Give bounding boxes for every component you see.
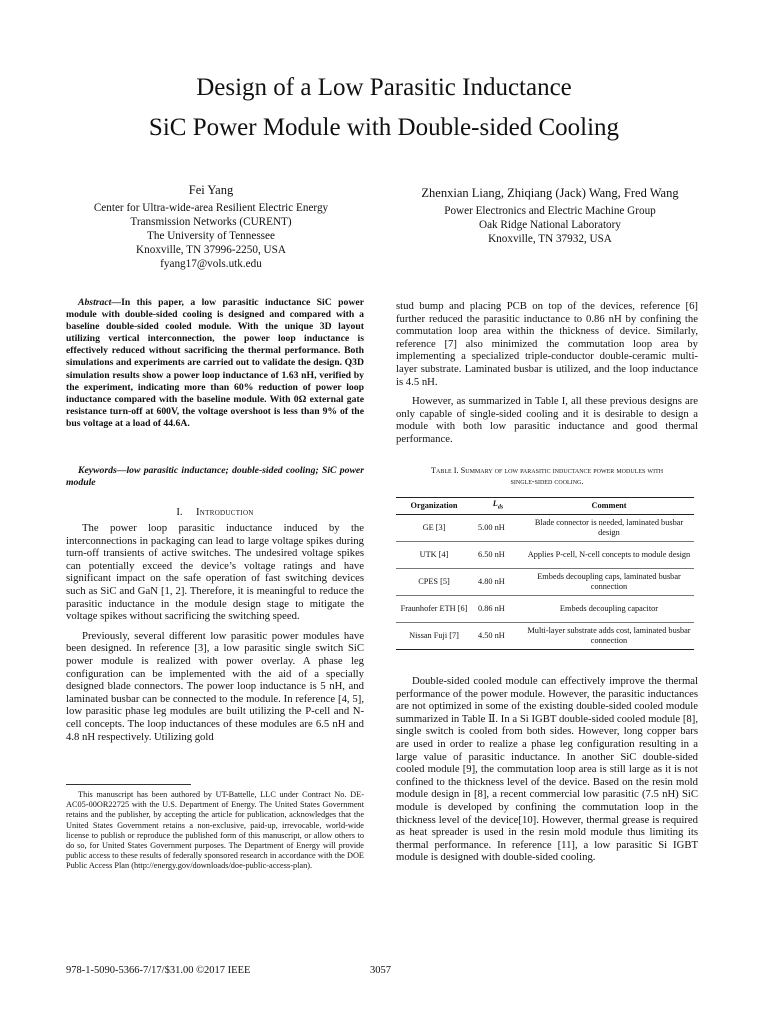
paragraph: stud bump and placing PCB on top of the devices, reference [6] further reduced the parasitic inductance to 0.86 nH by confining the commutation loop area within the thickness of device. Similarly, reference [7] also minimized the commutation loop area by implementing a specialized triple-conductor double-ceramic multi-layer substrate. Laminated busbar is utilized, and the loop inductance is 4.5 nH. [396, 300, 698, 388]
section-title: Introduction [195, 506, 254, 518]
author-name: Zhenxian Liang, Zhiqiang (Jack) Wang, Fred Wang [421, 186, 679, 200]
footnote [66, 790, 364, 872]
affiliation-line: Power Electronics and Electric Machine Group [444, 205, 656, 217]
table-cell: Embeds decoupling capacitor [524, 596, 694, 623]
paragraph: However, as summarized in Table I, all these previous designs are only capable of single-sided cooling and it is desirable to design a module with both low parasitic inductance and good thermal performance. [396, 395, 698, 445]
author-block-1 [80, 183, 342, 271]
affiliation-line: The University of Tennessee [147, 230, 275, 242]
table-cell: 5.00 nH [472, 515, 524, 542]
footnote-rule [66, 784, 191, 785]
paragraph: Double-sided cooled module can effectively improve the thermal performance of the power module. However, the parasitic inductances are not optimized in some of the existing double-sided cooled module summarized in Table Ⅱ. In a Si IGBT double-sided cooled module [8], single switch is cooled from both sides. However, long copper bars are used in order to realize a phase leg configuration resulting in a large value of parasitic inductance. In another SiC double-sided cooled module [9], the commutation loop area is still large as it is not confined to the thickness level of the device. Based on the resin mold module design in [8], a recent commercial low parasitic (7.5 nH) SiC module is developed by confining the commutation loop in the thickness level of the device[10]. However, thermal grease is required as heat spreader is used in the resin mold module thus limiting its thermal performance. In reference [11], a low parasitic Si IGBT module is designed with double-sided cooling. [396, 675, 698, 864]
table-cell: UTK [4] [396, 542, 472, 569]
section-heading [66, 506, 364, 519]
footnote-text: This manuscript has been authored by UT-Battelle, LLC under Contract No. DE-AC05-00OR22725 with the U.S. Department of Energy. The United States Government retains and the publisher, by accepting the article for publication, acknowledges that the United States Government retains a non-exclusive, paid-up, irrevocable, world-wide license to publish or reproduce the published form of this manuscript, or allow others to do so, for United States Government purposes. The Department of Energy will provide public access to these results of federally sponsored research in accordance with the DOE Public Access Plan (http://energy.gov/downloads/doe-public-access-plan). [66, 790, 364, 871]
affiliation-line: Transmission Networks (CURENT) [130, 216, 292, 228]
affiliation-line: Oak Ridge National Laboratory [479, 219, 621, 231]
table-row [396, 569, 694, 596]
affiliation-line: Center for Ultra-wide-area Resilient Electric Energy [93, 202, 329, 214]
table-cell: 4.80 nH [472, 569, 524, 596]
table-row [396, 515, 694, 542]
table-header-row [396, 498, 694, 515]
table-cell: 6.50 nH [472, 542, 524, 569]
abstract-text: In this paper, a low parasitic inductance SiC power module with double-sided cooling is designed and compared with a baseline double-sided cooled module. With the unique 3D layout utilizing vertical interconnection, the power loop inductance is effectively reduced without sacrificing the thermal performance. Both simulations and experiments are carried out to validate the design. Q3D simulation results show a power loop inductance of 1.63 nH, verified by the experiment, indicating more than 60% reduction of power loop inductance compared with the baseline module. With 0Ω external gate resistance turn-off at 600V, the voltage overshoot is less than 9% of the bus voltage at a load of 44.6A. [66, 297, 364, 429]
intro-right-bottom [396, 675, 698, 871]
table-cell: Multi-layer substrate adds cost, laminated busbar connection [524, 623, 694, 650]
affiliation-line: Knoxville, TN 37932, USA [488, 233, 612, 245]
intro-right-top [396, 300, 698, 453]
table-cell: Nissan Fuji [7] [396, 623, 472, 650]
table-caption-line: Table I. Summary of low parasitic inductance power modules with [430, 466, 664, 475]
table-cell: GE [3] [396, 515, 472, 542]
abstract [66, 297, 364, 437]
section-number: I. [176, 506, 183, 518]
table-caption [396, 466, 698, 487]
table-row [396, 623, 694, 650]
intro-left-column [66, 522, 364, 750]
table-caption-line: single-sided cooling. [510, 476, 584, 486]
author-name: Fei Yang [188, 183, 234, 197]
affiliation-line: Knoxville, TN 37996-2250, USA [136, 244, 286, 256]
table-cell: Blade connector is needed, laminated busbar design [524, 515, 694, 542]
table-cell: Fraunhofer ETH [6] [396, 596, 472, 623]
paragraph: The power loop parasitic inductance induced by the interconnections in packaging can lead to large voltage spikes during turn-off transients of active switches. The undesired voltage spikes can potentially exceed the device’s voltage ratings and have significant impact on the safe operation of fast switching devices such as SiC and GaN [1, 2]. Therefore, it is meaningful to reduce the parasitic inductance in the module design stage to mitigate the voltage spikes without sacrificing the switching speed. [66, 522, 364, 623]
keywords [66, 465, 364, 489]
summary-table [396, 497, 694, 650]
table-cell: Applies P-cell, N-cell concepts to module design [524, 542, 694, 569]
table-cell: Embeds decoupling caps, laminated busbar connection [524, 569, 694, 596]
author-block-2 [395, 186, 705, 246]
table-row [396, 596, 694, 623]
paper-title-line-1: Design of a Low Parasitic Inductance [196, 74, 572, 101]
table-row [396, 542, 694, 569]
table-cell: CPES [5] [396, 569, 472, 596]
table-header-cell: Comment [524, 498, 694, 515]
footer-isbn: 978-1-5090-5366-7/17/$31.00 ©2017 IEEE [66, 965, 251, 976]
author-email: fyang17@vols.utk.edu [160, 258, 262, 270]
keywords-text: low parasitic inductance; double-sided cooling; SiC power module [66, 465, 364, 489]
table-header-cell: $L_{ds}$ [472, 498, 524, 515]
abstract-label: Abstract— [78, 297, 122, 308]
keywords-label: Keywords— [78, 465, 127, 476]
table-cell: 4.50 nH [472, 623, 524, 650]
table-cell: 0.86 nH [472, 596, 524, 623]
paper-title-line-2: SiC Power Module with Double-sided Cooling [148, 114, 620, 141]
paragraph: Previously, several different low parasitic power modules have been designed. In reference [3], a low parasitic single switch SiC power module is realized with power overlay. A phase leg configuration can be implemented with the aid of a specially designed blade connectors. The power loop inductance is 5 nH, and laminated busbar can be connected to the module. In reference [4, 5], low parasitic phase leg modules are built utilizing the P-cell and N-cell concepts. The loop inductances of these modules are 6.5 nH and 4.8 nH respectively. Utilizing gold [66, 629, 364, 743]
page-number: 3057 [370, 965, 391, 976]
table-header-cell: Organization [396, 498, 472, 515]
